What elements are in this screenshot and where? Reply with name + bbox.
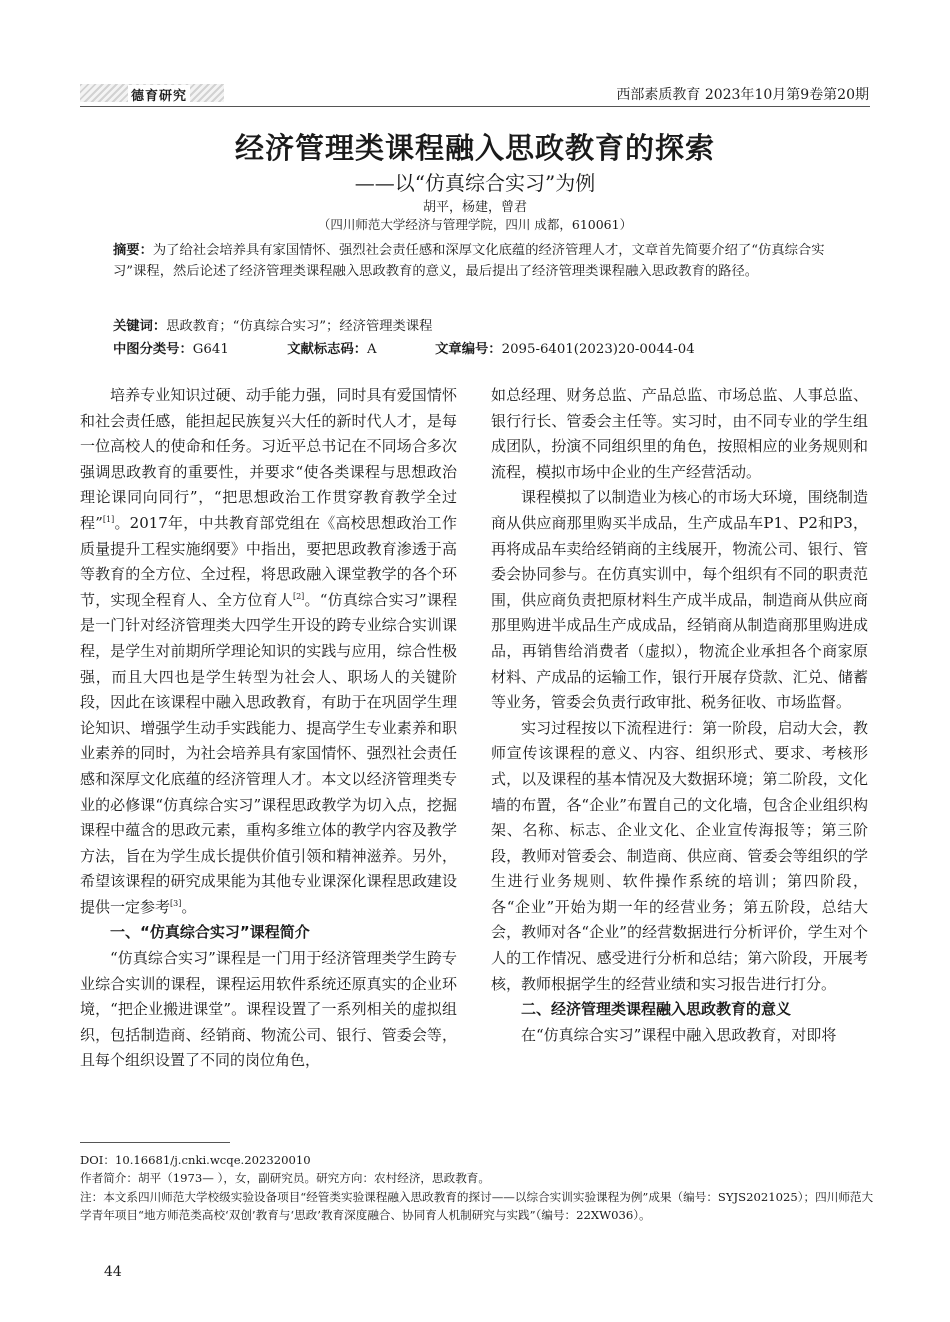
- abstract-text: 为了给社会培养具有家国情怀、强烈社会责任感和深厚文化底蕴的经济管理人才，文章首先简要介绍了“仿真综合实习”课程，然后论述了经济管理类课程融入思政教育的意义，最后提出了经济管理类课程融入思政教育的路径。: [113, 243, 825, 280]
- body-paragraph: 在“仿真综合实习”课程中融入思政教育，对即将: [521, 1025, 837, 1044]
- author-intro: 作者简介：胡平（1973— ），女，副研究员。研究方向：农村经济，思政教育。: [80, 1171, 490, 1186]
- doc-code-value: A: [367, 342, 377, 357]
- funding-note: 注：本文系四川师范大学校级实验设备项目“经管类实验课程融入思政教育的探讨——以综合实训实验课程为例”成果（编号：SYJS2021025）；四川师范大学青年项目“地方师范类高校‘双创’教育与‘思政’教育深度融合、协同育人机制研究与实践”（编号：22XW036）。: [80, 1189, 874, 1223]
- body-paragraph: [80, 383, 457, 920]
- article-title: 经济管理类课程融入思政教育的探索: [234, 131, 715, 165]
- body-paragraph-continued: 如总经理、财务总监、产品总监、市场总监、人事总监、银行行长、管委会主任等。实习时，由不同专业的学生组成团队，扮演不同组织里的角色，按照相应的业务规则和流程，模拟市场中企业的生产经营活动。: [491, 386, 868, 481]
- authors: 胡平，杨建，曾君: [422, 200, 527, 215]
- footnote-rule: [80, 1142, 230, 1143]
- body-column-right: [491, 383, 868, 1048]
- doc-code-label: 文献标志码：: [287, 342, 368, 357]
- body-text: 。“仿真综合实习”课程是一门针对经济管理类大四学生开设的跨专业综合实训课程，是学生对前期所学理论知识的实践与应用，综合性极强，而且大四也是学生转型为社会人、职场人的关键阶段，因此在该课程中融入思政教育，有助于在巩固学生理论知识、增强学生动手实践能力、提高学生专业素养和职业素养的同时，为社会培养具有家国情怀、强烈社会责任感和深厚文化底蕴的经济管理人才。本文以经济管理类专业的必修课“仿真综合实习”课程思政教学为切入点，挖掘课程中蕴含的思政元素，重构多维立体的教学内容及教学方法，旨在为学生成长提供价值引领和精神滋养。另外，希望该课程的研究成果能为其他专业课深化课程思政建设提供一定参考: [80, 590, 457, 916]
- classification-line: [113, 338, 695, 357]
- citation-ref: [1]: [102, 514, 115, 524]
- keywords: [113, 315, 841, 334]
- article-number-value: 2095-6401(2023)20-0044-04: [501, 342, 695, 357]
- body-paragraph: “仿真综合实习”课程是一门用于经济管理类学生跨专业综合实训的课程，课程运用软件系统还原真实的企业环境，“把企业搬进课堂”。课程设置了一系列相关的虚拟组织，包括制造商、经销商、物流公司、银行、管委会等，且每个组织设置了不同的岗位角色，: [80, 949, 457, 1070]
- section-heading-1: 一、“仿真综合实习”课程简介: [110, 923, 310, 942]
- page-number: 44: [104, 1264, 122, 1280]
- doi: DOI：10.16681/j.cnki.wcqe.202320010: [80, 1153, 311, 1167]
- footnotes: [80, 1151, 876, 1225]
- citation-ref: [3]: [170, 898, 182, 908]
- abstract: [113, 240, 841, 283]
- section-tag-label: 德育研究: [128, 85, 190, 104]
- body-column-left: [80, 383, 457, 1074]
- clc-label: 中图分类号：: [113, 342, 193, 357]
- body-paragraph: 课程模拟了以制造业为核心的市场大环境，围绕制造商从供应商那里购买半成品，生产成品车P1、P2和P3，再将成品车卖给经销商的主线展开，物流公司、银行、管委会协同参与。在仿真实训中，每个组织有不同的职责范围，供应商负责把原材料生产成半成品，制造商从供应商那里购进半成品生产成成品，经销商从制造商那里购进成品，再销售给消费者（虚拟），物流企业承担各个商家原材料、产成品的运输工作，银行开展存贷款、汇兑、储蓄等业务，管委会负责行政审批、税务征收、市场监督。: [491, 488, 868, 712]
- body-paragraph: 实习过程按以下流程进行：第一阶段，启动大会，教师宣传该课程的意义、内容、组织形式、要求、考核形式，以及课程的基本情况及大数据环境；第二阶段，文化墙的布置，各“企业”布置自己的文化墙，包含企业组织构架、名称、标志、企业文化、企业宣传海报等；第三阶段，教师对管委会、制造商、供应商、管委会等组织的学生进行业务规则、软件操作系统的培训；第四阶段，各“企业”开始为期一年的经营业务；第五阶段，总结大会，教师对各“企业”的经营数据进行分析评价，学生对个人的工作情况、感受进行分析和总结；第六阶段，开展考核，教师根据学生的经营业绩和实习报告进行打分。: [491, 718, 868, 993]
- abstract-label: 摘要：: [113, 243, 153, 258]
- section-tag: [80, 84, 224, 102]
- affiliation: （四川师范大学经济与管理学院，四川 成都，610061）: [317, 217, 633, 232]
- clc-value: G641: [192, 342, 229, 357]
- keywords-label: 关键词：: [113, 319, 167, 334]
- journal-info: 西部素质教育 2023年10月第9卷第20期: [616, 87, 869, 103]
- body-text: 。: [181, 897, 197, 916]
- article-subtitle: ——以“仿真综合实习”为例: [354, 171, 596, 195]
- section-heading-2: 二、经济管理类课程融入思政教育的意义: [521, 1000, 792, 1019]
- citation-ref: [2]: [292, 591, 305, 601]
- body-text: 培养专业知识过硬、动手能力强，同时具有爱国情怀和社会责任感，能担起民族复兴大任的新时代人才，是每一位高校人的使命和任务。习近平总书记在不同场合多次强调思政教育的重要性，并要求“使各类课程与思想政治理论课同向同行”，“把思想政治工作贯穿教育教学全过程”: [80, 386, 457, 532]
- keywords-text: 思政教育；“仿真综合实习”；经济管理类课程: [166, 319, 433, 334]
- body-text: 。2017年，中共教育部党组在《高校思想政治工作质量提升工程实施纲要》中指出，要把思政教育渗透于高等教育的全方位、全过程，将思政融入课堂教学的各个环节，实现全程育人、全方位育人: [80, 513, 457, 609]
- header-rule: [80, 106, 870, 107]
- article-number-label: 文章编号：: [435, 342, 502, 357]
